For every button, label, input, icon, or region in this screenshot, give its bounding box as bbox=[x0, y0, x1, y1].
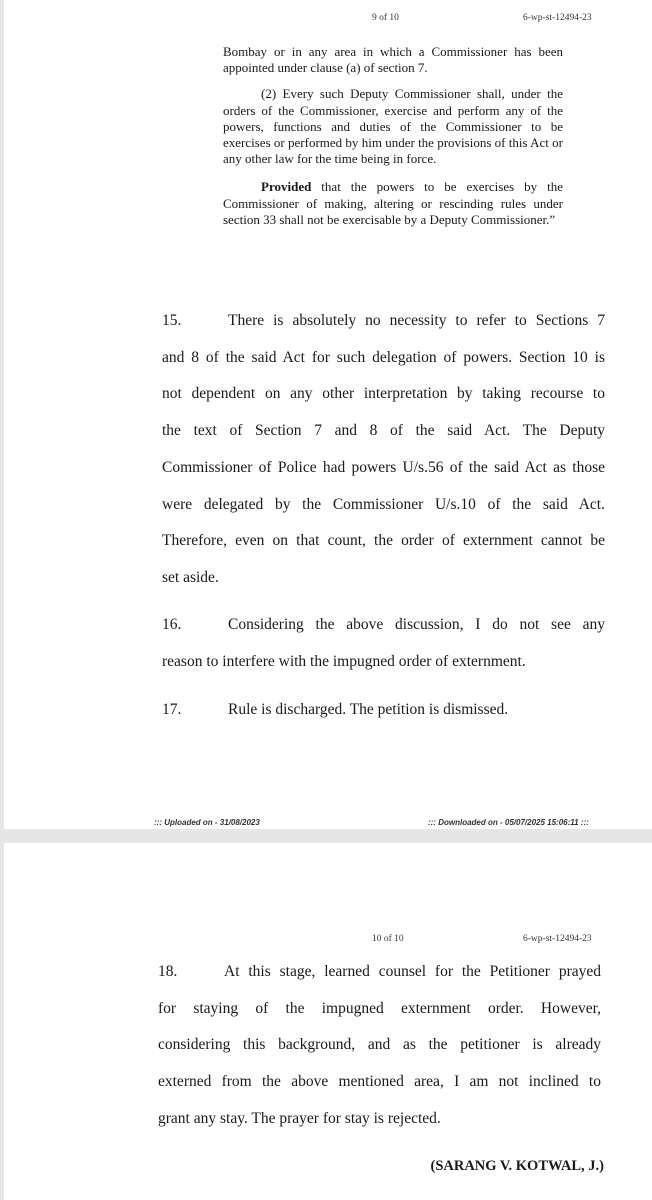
paragraph-line: externed from the above mentioned area, I am not inclined to bbox=[158, 1073, 601, 1091]
paragraph-number: 18. bbox=[158, 963, 178, 980]
paragraph-line: the text of Section 7 and 8 of the said Act. The Deputy bbox=[162, 422, 605, 440]
paragraph-17 bbox=[162, 692, 605, 729]
case-number: 6-wp-st-12494-23 bbox=[523, 934, 592, 944]
paragraph-line: for staying of the impugned externment order. However, bbox=[158, 999, 601, 1017]
paragraph-line: set aside. bbox=[162, 568, 219, 586]
paragraph-line: At this stage, learned counsel for the Petitioner prayed bbox=[224, 963, 601, 980]
paragraph-15 bbox=[162, 303, 605, 597]
paragraph-number: 16. bbox=[162, 616, 182, 633]
paragraph-16 bbox=[162, 607, 605, 680]
paragraph-number: 17. bbox=[162, 701, 182, 718]
quote-paragraph-1: Bombay or in any area in which a Commissioner has been appointed under clause (a) of section 7. bbox=[223, 44, 563, 76]
paragraph-line: not dependent on any other interpretation by taking recourse to bbox=[162, 385, 605, 403]
paragraph-line: and 8 of the said Act for such delegation of powers. Section 10 is bbox=[162, 348, 605, 366]
download-stamp: ::: Downloaded on - 05/07/2025 15:06:11 ::: bbox=[428, 818, 589, 827]
page-number: 9 of 10 bbox=[372, 13, 399, 23]
quote-paragraph-3 bbox=[223, 179, 563, 228]
proviso-text: that the powers to be exercises by the Commissioner of making, altering or rescinding rules under section 33 shall not be exercisable by a Deputy Commissioner.” bbox=[223, 179, 563, 227]
paragraph-line: Considering the above discussion, I do not see any bbox=[228, 616, 605, 633]
paragraph-number: 15. bbox=[162, 312, 182, 329]
paragraph-line: considering this background, and as the petitioner is already bbox=[158, 1036, 601, 1054]
paragraph-line: There is absolutely no necessity to refer to Sections 7 bbox=[228, 312, 605, 329]
proviso-label: Provided bbox=[261, 179, 312, 195]
paragraph-line: Therefore, even on that count, the order of externment cannot be bbox=[162, 532, 605, 550]
quote-paragraph-2: (2) Every such Deputy Commissioner shall, under the orders of the Commissioner, exercise and perform any of the powers, functions and duties of the Commissioner to be exercises or performed by him under the provisions of this Act or any other law for the time being in force. bbox=[223, 86, 563, 167]
paragraph-line: reason to interfere with the impugned order of externment. bbox=[162, 652, 526, 670]
paragraph-18 bbox=[158, 954, 601, 1138]
judge-signature: (SARANG V. KOTWAL, J.) bbox=[430, 1158, 604, 1174]
paragraph-line: were delegated by the Commissioner U/s.10 of the said Act. bbox=[162, 495, 605, 513]
paragraph-line: Rule is discharged. The petition is dismissed. bbox=[228, 701, 509, 718]
case-number: 6-wp-st-12494-23 bbox=[523, 13, 592, 23]
page-number: 10 of 10 bbox=[372, 934, 404, 944]
paragraph-line: grant any stay. The prayer for stay is rejected. bbox=[158, 1109, 441, 1127]
document-page-9 bbox=[4, 0, 652, 829]
paragraph-line: Commissioner of Police had powers U/s.56 of the said Act as those bbox=[162, 458, 605, 476]
quoted-statute bbox=[223, 44, 563, 228]
upload-stamp: ::: Uploaded on - 31/08/2023 bbox=[154, 818, 260, 827]
